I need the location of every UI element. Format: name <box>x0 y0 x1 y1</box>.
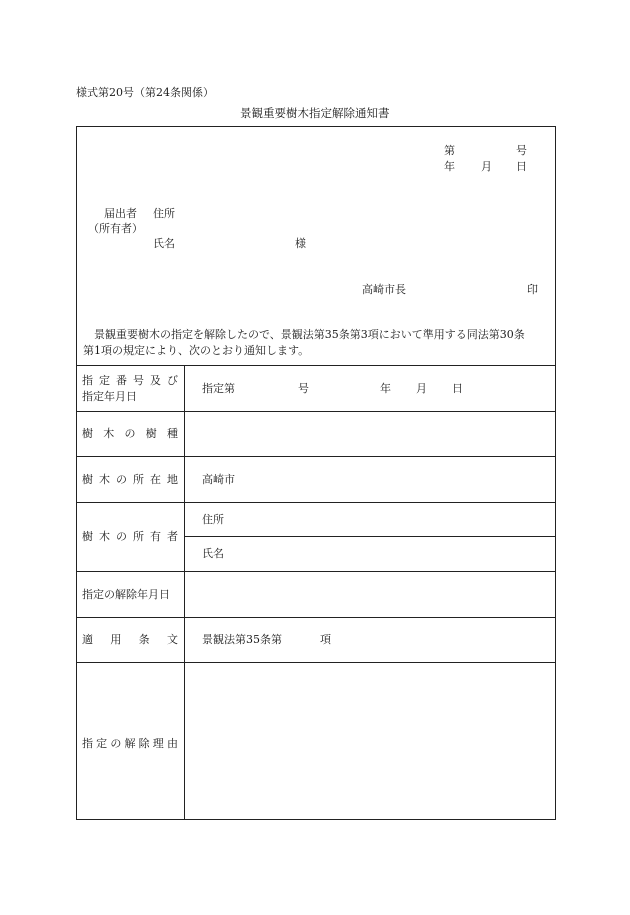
owner-address-label: 住所 <box>202 513 224 526</box>
owner-inner-divider <box>184 536 556 537</box>
body-text-line1: 景観重要樹木の指定を解除したので、景観法第35条第3項において準用する同法第30条 <box>94 328 525 341</box>
designation-label-line1: 指 定 番 号 及 び <box>82 374 178 387</box>
designation-month: 月 <box>416 382 427 395</box>
location-label: 樹 木 の 所 在 地 <box>82 473 178 486</box>
doc-number-prefix: 第 <box>444 144 455 157</box>
form-number: 様式第20号（第24条関係） <box>76 86 214 99</box>
species-label: 樹 木 の 樹 種 <box>82 427 178 440</box>
document-title: 景観重要樹木指定解除通知書 <box>240 106 390 120</box>
row-divider-3 <box>76 502 556 503</box>
article-suffix: 項 <box>320 633 331 646</box>
location-value: 高崎市 <box>202 473 235 486</box>
date-month-label: 月 <box>481 160 492 173</box>
row-divider-6 <box>76 662 556 663</box>
recipient-address-label: 住所 <box>153 207 175 220</box>
date-year-label: 年 <box>444 160 455 173</box>
designation-day: 日 <box>452 382 463 395</box>
row-divider-4 <box>76 571 556 572</box>
designation-prefix: 指定第 <box>202 382 235 395</box>
article-prefix: 景観法第35条第 <box>202 633 282 646</box>
notifier-label: 届出者 <box>104 207 137 220</box>
date-day-label: 日 <box>516 160 527 173</box>
honorific: 様 <box>295 237 306 250</box>
designation-no-suffix: 号 <box>298 382 309 395</box>
reason-label: 指 定 の 解 除 理 由 <box>82 737 178 750</box>
owner-name-label: 氏名 <box>202 547 224 560</box>
row-divider-1 <box>76 411 556 412</box>
doc-number-suffix: 号 <box>516 144 527 157</box>
body-text-line2: 第1項の規定により、次のとおり通知します。 <box>83 344 310 357</box>
owner-paren-label: （所有者） <box>88 222 143 235</box>
recipient-name-label: 氏名 <box>153 237 175 250</box>
designation-year: 年 <box>380 382 391 395</box>
seal-mark: 印 <box>527 283 538 296</box>
owner-label: 樹 木 の 所 有 者 <box>82 530 178 543</box>
designation-label-line2: 指定年月日 <box>82 390 137 403</box>
label-column-divider <box>184 365 185 820</box>
row-divider-5 <box>76 617 556 618</box>
release-date-label: 指定の解除年月日 <box>82 588 170 601</box>
issuer-title: 高崎市長 <box>362 283 406 296</box>
row-divider-2 <box>76 456 556 457</box>
table-top-border <box>76 365 556 366</box>
article-label: 適 用 条 文 <box>82 633 178 646</box>
